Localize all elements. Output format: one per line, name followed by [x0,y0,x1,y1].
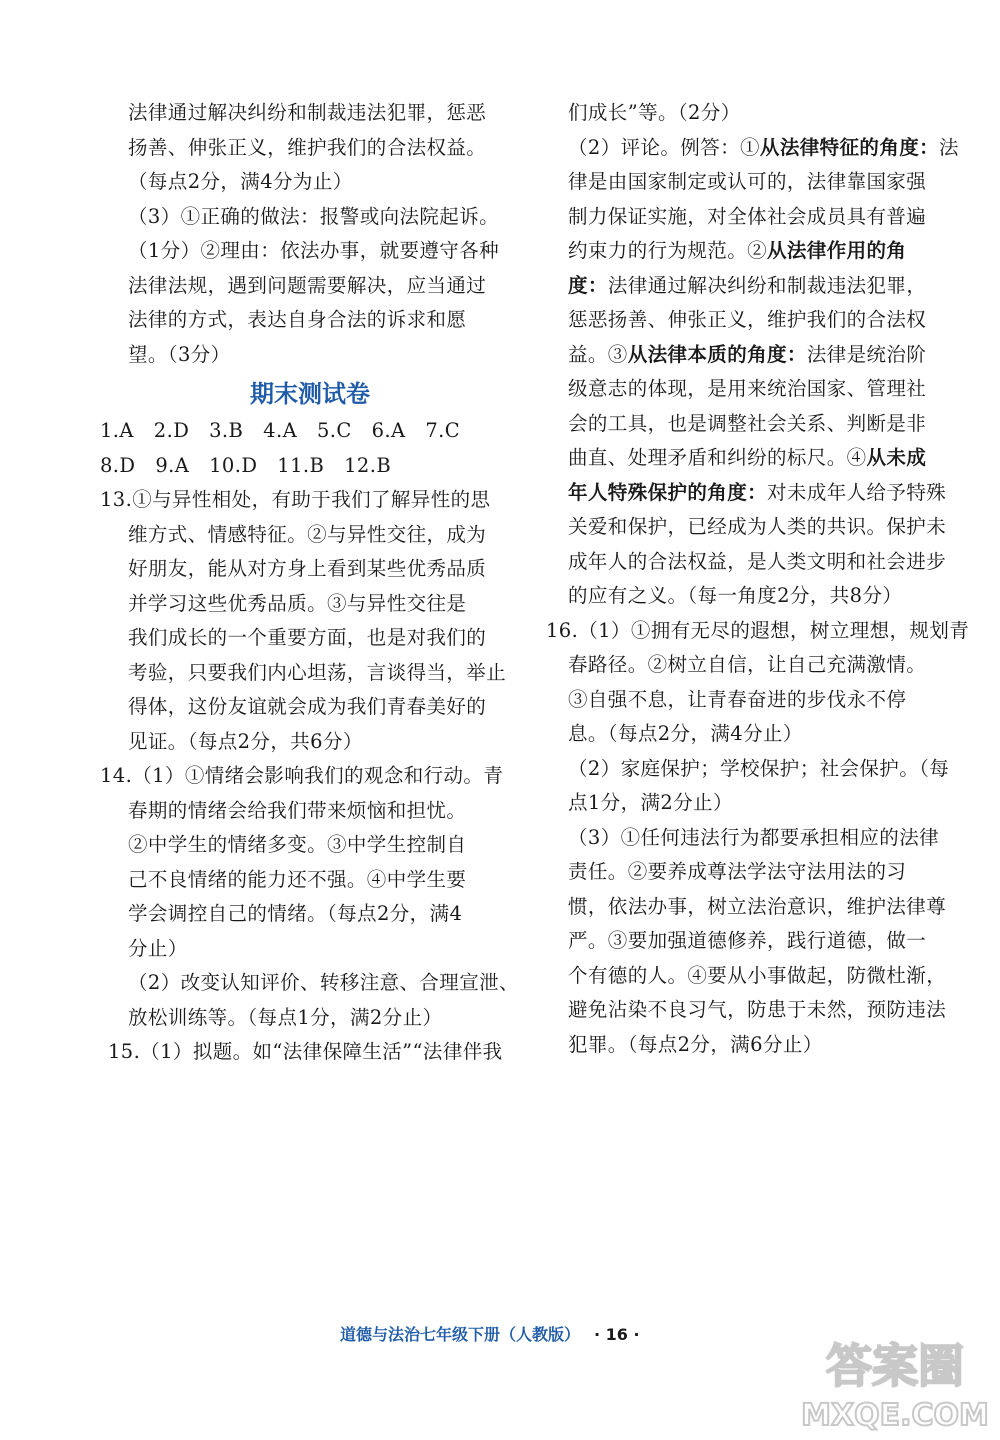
question-16-line: （2）家庭保护；学校保护；社会保护。（每 [568,756,950,780]
text-span: （2）评论。例答：① [568,135,760,159]
question-15-line: 成年人的合法权益，是人类文明和社会进步 [568,549,947,573]
watermark-graphic [800,1330,990,1435]
text-span: 曲直、处理矛盾和纠纷的标尺。④ [568,446,867,469]
question-15-line: 15.（1）拟题。如“法律保障生活”“法律伴我 [108,1040,503,1063]
question-13-line: 见证。（每点2分，共6分） [128,729,363,753]
text-span: 法律通过解决纠纷和制裁违法犯罪， [607,273,927,297]
question-15-line [568,338,963,373]
book-title: 道德与法治七年级下册（人教版） [340,1325,573,1344]
question-14-line: 14.（1）①情绪会影响我们的观念和行动。青 [100,764,504,787]
question-15-line: 会的工具，也是调整社会关系、判断是非 [568,411,927,435]
bold-heading: 从法律本质的角度： [627,342,807,366]
question-15-line [568,441,963,476]
text-line: （每点2分，满4分为止） [128,170,353,193]
watermark-text-cn: 答案圈 [826,1339,964,1393]
question-16-line: 犯罪。（每点2分，满6分止） [568,1032,823,1056]
question-13-line: 我们成长的一个重要方面，也是对我们的 [128,626,487,649]
right-column [546,96,970,1062]
question-14-line: 学会调控自己的情绪。（每点2分，满4 [128,902,463,925]
question-13-line: 并学习这些优秀品质。③与异性交往是 [128,591,467,615]
text-line: 扬善、伸张正义，维护我们的合法权益。 [128,135,487,159]
question-15-line [568,269,963,304]
left-column [100,96,520,1070]
question-16-line: 避免沾染不良习气，防患于未然，预防违法 [568,998,947,1021]
text-line: 法律法规，遇到问题需要解决，应当通过 [128,273,487,297]
bold-heading: 度： [568,273,608,297]
question-16-line: ③自强不息，让青春奋进的步伐永不停 [568,687,907,711]
question-14-line: 己不良情绪的能力还不强。④中学生要 [128,867,467,891]
question-13-line: 维方式、情感特征。②与异性交往，成为 [128,522,487,546]
text-span: 约束力的行为规范。② [568,239,768,262]
text-span: 对未成年人给予特殊 [767,480,947,504]
question-15-line [568,234,963,269]
question-13-line: 13.①与异性相处，有助于我们了解异性的思 [100,488,491,511]
watermark-text-url: MXQE.COM [801,1398,989,1433]
question-13-line: 得体，这份友谊就会成为我们青春美好的 [128,695,487,718]
question-15-line: 关爱和保护，已经成为人类的共识。保护未 [568,515,947,538]
text-line: 望。（3分） [128,342,231,366]
question-16-line: （3）①任何违法行为都要承担相应的法律 [568,825,940,849]
question-16-line: 个有德的人。④要从小事做起，防微杜渐， [568,963,947,987]
text-line: 法律的方式，表达自身合法的诉求和愿 [128,308,467,331]
question-15-line [568,131,963,166]
question-16-line: 点1分，满2分止） [568,791,733,814]
question-14-line: 放松训练等。（每点1分，满2分止） [128,1005,443,1029]
question-14-line: ②中学生的情绪多变。③中学生控制自 [128,833,467,856]
question-15-line: 律是由国家制定或认可的，法律靠国家强 [568,170,927,193]
text-span: 法 [939,135,959,159]
question-15-line: 制力保证实施，对全体社会成员具有普遍 [568,204,927,228]
section-title: 期末测试卷 [250,380,370,408]
question-16-line: 息。（每点2分，满4分止） [568,722,803,745]
question-14-line: 分止） [128,936,188,960]
question-15-line: 的应有之义。（每一角度2分，共8分） [568,584,903,607]
text-span: 法律是统治阶 [806,342,927,366]
question-16-line: 严。③要加强道德修养，践行道德，做一 [568,929,927,952]
text-line: （3）①正确的做法：报警或向法院起诉。 [128,204,500,228]
question-15-line: 们成长”等。（2分） [568,101,741,124]
bold-heading: 从未成 [866,446,927,469]
text-line: （1分）②理由：依法办事，就要遵守各种 [128,239,500,262]
page-number: · 16 · [594,1325,640,1344]
question-16-line: 责任。②要养成尊法学法守法用法的习 [568,860,907,883]
answer-line: 8.D 9.A 10.D 11.B 12.B [100,453,392,477]
bold-heading: 年人特殊保护的角度： [568,480,768,504]
question-16-line: 春路径。②树立自信，让自己充满激情。 [568,653,927,676]
question-14-line: 春期的情绪会给我们带来烦恼和担忧。 [128,798,467,822]
question-16-line: 惯，依法办事，树立法治意识，维护法律尊 [568,894,947,918]
watermark-logo [800,1330,990,1435]
question-15-line: 级意志的体现，是用来统治国家、管理社 [568,377,927,400]
text-span: 益。③ [568,342,628,366]
question-14-line: （2）改变认知评价、转移注意、合理宣泄、 [128,971,519,994]
question-15-line [568,476,963,511]
page-footer [340,1322,640,1345]
bold-heading: 从法律作用的角 [767,239,907,262]
bold-heading: 从法律特征的角度： [759,135,940,159]
question-13-line: 好朋友，能从对方身上看到某些优秀品质 [128,557,487,580]
question-16-line: 16.（1）①拥有无尽的遐想，树立理想，规划青 [546,618,970,642]
answer-line: 1.A 2.D 3.B 4.A 5.C 6.A 7.C [100,419,461,442]
question-13-line: 考验，只要我们内心坦荡，言谈得当，举止 [128,660,507,684]
text-line: 法律通过解决纠纷和制裁违法犯罪，惩恶 [128,101,487,124]
question-15-line: 惩恶扬善、伸张正义，维护我们的合法权 [568,308,927,331]
